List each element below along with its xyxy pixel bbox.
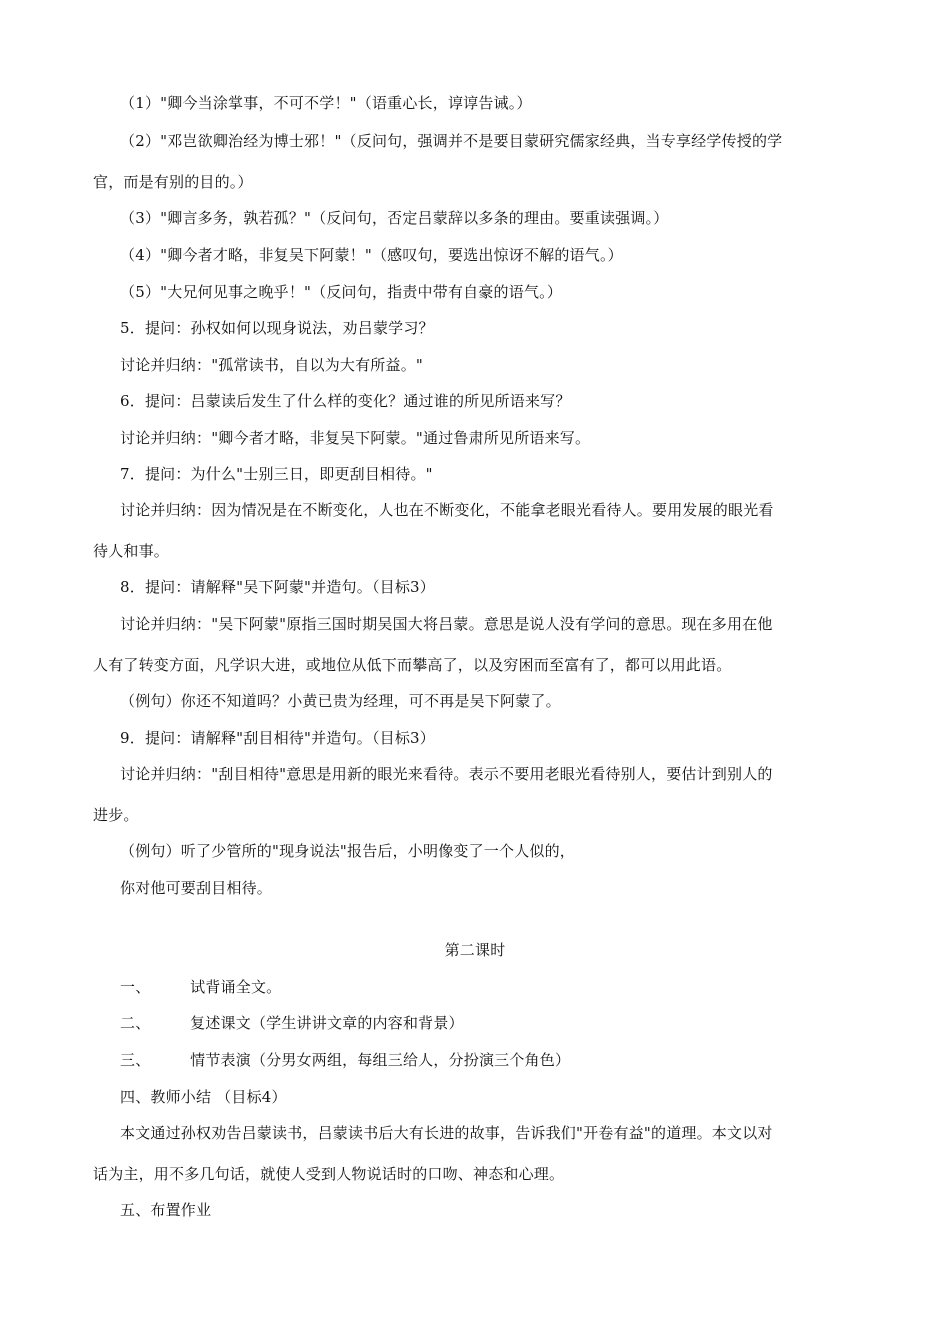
summary-continued: 话为主，用不多几句话，就使人受到人物说话时的口吻、神态和心理。 — [93, 1165, 565, 1183]
question-5: 5．提问：孙权如何以现身说法，劝吕蒙学习？ — [120, 319, 434, 337]
answer-7-continued: 待人和事。 — [93, 542, 170, 560]
quote-analysis-4: （4）"卿今者才略，非复吴下阿蒙！"（感叹句，要选出惊讶不解的语气。） — [120, 246, 623, 264]
answer-9: 讨论并归纳："刮目相待"意思是用新的眼光来看待。表示不要用老眼光看待别人，要估计到别人的 — [120, 765, 773, 783]
answer-9-continued: 进步。 — [93, 806, 139, 824]
step-5: 五、布置作业 — [120, 1201, 212, 1219]
answer-6: 讨论并归纳："卿今者才略，非复吴下阿蒙。"通过鲁肃所见所语来写。 — [120, 429, 591, 447]
quote-analysis-1: （1）"卿今当涂掌事，不可不学！"（语重心长，谆谆告诫。） — [120, 94, 532, 112]
answer-8: 讨论并归纳："吴下阿蒙"原指三国时期吴国大将吕蒙。意思是说人没有学问的意思。现在多用在他 — [120, 615, 773, 633]
quote-analysis-2: （2）"邓岂欲卿治经为博士邪！"（反问句，强调并不是要目蒙研究儒家经典，当专享经学传授的学 — [120, 132, 783, 150]
quote-analysis-2-continued: 官，而是有别的目的。） — [93, 173, 253, 191]
question-7: 7．提问：为什么"士别三日，即更刮目相待。" — [120, 465, 433, 483]
answer-7: 讨论并归纳：因为情况是在不断变化，人也在不断变化，不能拿老眼光看待人。要用发展的眼光看 — [120, 501, 774, 519]
example-9-continued: 你对他可要刮目相待。 — [120, 879, 273, 897]
answer-8-continued: 人有了转变方面，凡学识大进，或地位从低下而攀高了，以及穷困而至富有了，都可以用此语。 — [93, 656, 732, 674]
quote-analysis-5: （5）"大兄何见事之晚乎！"（反问句，指责中带有自豪的语气。） — [120, 283, 563, 301]
section-title: 第二课时 — [444, 941, 506, 959]
question-8: 8．提问：请解释"吴下阿蒙"并造句。（目标3） — [120, 578, 435, 596]
answer-5: 讨论并归纳："孤常读书，自以为大有所益。" — [120, 356, 424, 374]
question-6: 6．提问：吕蒙读后发生了什么样的变化？通过谁的所见所语来写？ — [120, 392, 571, 410]
example-8: （例句）你还不知道吗？小黄已贵为经理，可不再是吴下阿蒙了。 — [120, 692, 561, 710]
example-9: （例句）听了少管所的"现身说法"报告后，小明像变了一个人似的， — [120, 842, 576, 860]
step-2: 二、 复述课文（学生讲讲文章的内容和背景） — [120, 1014, 464, 1032]
question-9: 9．提问：请解释"刮目相待"并造句。（目标3） — [120, 729, 435, 747]
step-1: 一、 试背诵全文。 — [120, 978, 282, 996]
quote-analysis-3: （3）"卿言多务，孰若孤？"（反问句，否定吕蒙辞以多条的理由。要重读强调。） — [120, 209, 669, 227]
summary: 本文通过孙权劝告吕蒙读书，吕蒙读书后大有长进的故事，告诉我们"开卷有益"的道理。本文以对 — [120, 1124, 773, 1142]
step-4: 四、教师小结 （目标4） — [120, 1088, 287, 1106]
step-3: 三、 情节表演（分男女两组，每组三给人，分扮演三个角色） — [120, 1051, 571, 1069]
